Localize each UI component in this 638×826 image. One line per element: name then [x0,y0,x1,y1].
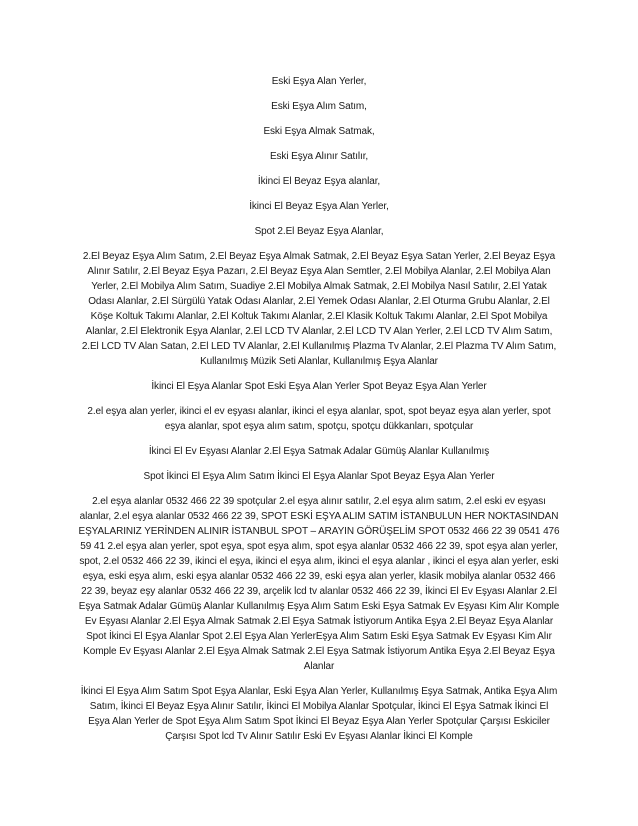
heading-line: Eski Eşya Alım Satım, [271,101,367,112]
body-paragraph: İkinci El Eşya Alım Satım Spot Eşya Alanlar, Eski Eşya Alan Yerler, Kullanılmış Eşya Satmak, Antika Eşya Alım Satım, İkinci El Beyaz Eşya Alınır Satılır, İkinci El Mobilya Alanlar Spotçular, İkinci El Eşya Satmak İkinci El Eşya Alan Yerler de Spot Eşya Alım Satım Spot İkinci El Beyaz Eşya Alan Yerler Spotçular Çarşısı Eskiciler Çarşısı Spot lcd Tv Alınır Satılır Eski Ev Eşyası Alanlar İkinci El Komple [80,686,558,742]
heading-line: Spot 2.El Beyaz Eşya Alanlar, [254,226,384,237]
heading-line: Eski Eşya Alan Yerler, [271,76,367,87]
heading-line: İkinci El Beyaz Eşya Alan Yerler, [249,201,389,212]
heading-line: İkinci El Beyaz Eşya alanlar, [257,176,381,187]
body-paragraph: 2.El Beyaz Eşya Alım Satım, 2.El Beyaz Eşya Almak Satmak, 2.El Beyaz Eşya Satan Yerler, 2.El Beyaz Eşya Alınır Satılır, 2.El Beyaz Eşya Pazarı, 2.El Beyaz Eşya Alan Semtler, 2.El Mobilya Alanlar, 2.El Mobilya Alan Yerler, 2.El Mobilya Alım Satım, Suadiye 2.El Mobilya Almak Satmak, 2.El Mobilya Nasıl Satılır, 2.El Yatak Odası Alanlar, 2.El Sürgülü Yatak Odası Alanlar, 2.El Yemek Odası Alanlar, 2.El Oturma Grubu Alanlar, 2.El Köşe Koltuk Takımı Alanlar, 2.El Koltuk Takımı Alanlar, 2.El Klasik Koltuk Takımı Alanlar, 2.El Spot Mobilya Alanlar, 2.El Elektronik Eşya Alanlar, 2.El LCD TV Alanlar, 2.El LCD TV Alan Yerler, 2.El LCD TV Alım Satım, 2.El LCD TV Alan Satan, 2.El LED TV Alanlar, 2.El Kullanılmış Plazma Tv Alanlar, 2.El Plazma TV Alım Satım, Kullanılmış Müzik Seti Alanlar, Kullanılmış Eşya Alanlar [81,251,557,367]
heading-line: Eski Eşya Almak Satmak, [263,126,375,137]
heading-line: Eski Eşya Alınır Satılır, [269,151,369,162]
body-paragraph: 2.el eşya alanlar 0532 466 22 39 spotçular 2.el eşya alınır satılır, 2.el eşya alım satım, 2.el eski ev eşyası alanlar, 2.el eşya alanlar 0532 466 22 39, SPOT ESKİ EŞYA ALIM SATIM İSTANBULUN HER NOKTASINDAN EŞYALARINIZ YERİNDEN ALINIR İSTANBUL SPOT – ARAYIN GÖRÜŞELİM SPOT 0532 466 22 39 0541 476 59 41 2.el eşya alan yerler, spot eşya, spot eşya alım, spot eşya alanlar 0532 466 22 39, spot eşya alan yerler, spot, 2.el 0532 466 22 39, ikinci el eşya, ikinci el eşya alım, ikinci el eşya alanlar , ikinci el eşya alan yerler, eski eşya, eski eşya alım, eski eşya alanlar 0532 466 22 39, eski eşya alan yerler, klasik mobilya alanlar 0532 466 22 39, beyaz eşy alanlar 0532 466 22 39, arçelik lcd tv alanlar 0532 466 22 39, İkinci El Ev Eşyası Alanlar 2.El Eşya Satmak Adalar Gümüş Alanlar Kullanılmış Eşya Alım Satım Eski Eşya Satmak Ev Eşyası Kim Alır Komple Ev Eşyası Alanlar 2.El Eşya Almak Satmak 2.El Eşya Satmak İstiyorum Antika Eşya 2.El Beyaz Eşya Alanlar Spot İkinci El Eşya Alanlar Spot 2.El Eşya Alan YerlerEşya Alım Satım Eski Eşya Satmak Ev Eşyası Kim Alır Komple Ev Eşyası Alanlar 2.El Eşya Almak Satmak 2.El Eşya Satmak İstiyorum Antika Eşya 2.El Beyaz Eşya Alanlar [78,496,560,672]
body-paragraph: 2.el eşya alan yerler, ikinci el ev eşyası alanlar, ikinci el eşya alanlar, spot, spot beyaz eşya alan yerler, spot eşya alanlar, spot eşya alım satım, spotçu, spotçu dükkanları, spotçular [87,406,551,432]
document-body [78,74,560,754]
body-paragraph: İkinci El Eşya Alanlar Spot Eski Eşya Alan Yerler Spot Beyaz Eşya Alan Yerler [151,381,487,392]
body-paragraph: İkinci El Ev Eşyası Alanlar 2.El Eşya Satmak Adalar Gümüş Alanlar Kullanılmış [148,446,490,457]
body-paragraph: Spot İkinci El Eşya Alım Satım İkinci El Eşya Alanlar Spot Beyaz Eşya Alan Yerler [143,471,495,482]
